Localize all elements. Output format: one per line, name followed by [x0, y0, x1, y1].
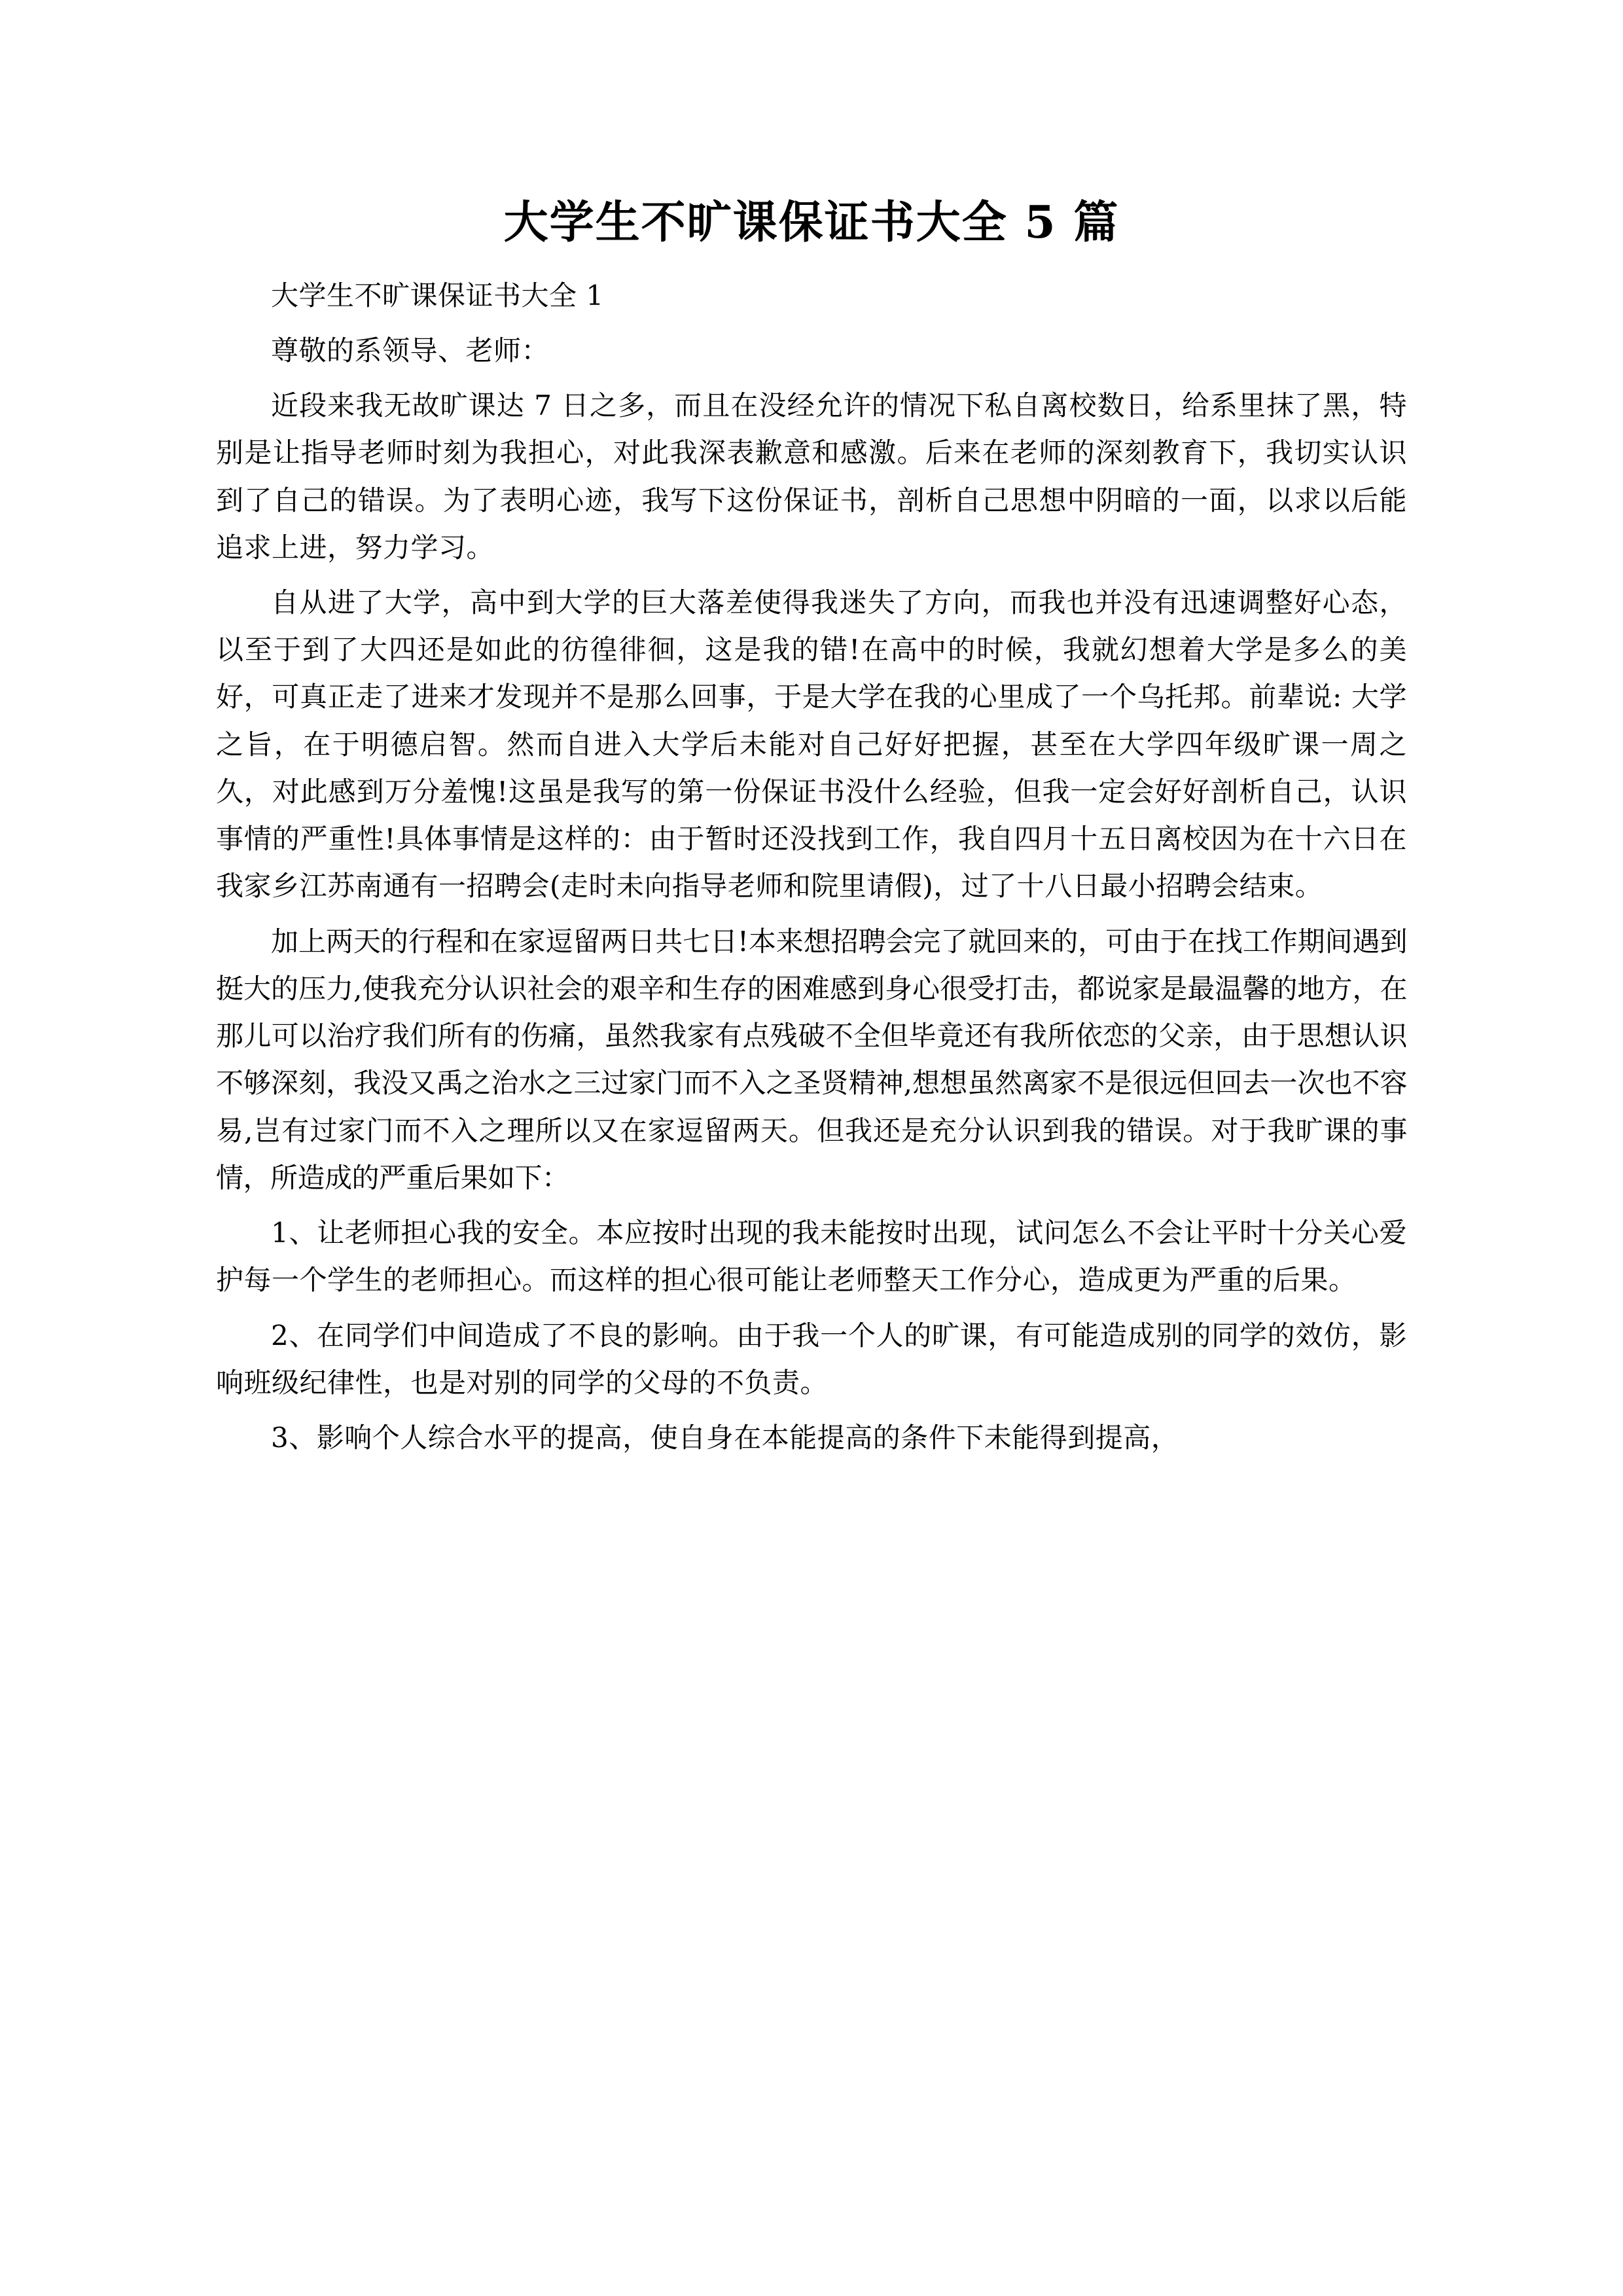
paragraph-body-4: 1、让老师担心我的安全。本应按时出现的我未能按时出现，试问怎么不会让平时十分关心爱护每一个学生的老师担心。而这样的担心很可能让老师整天工作分心，造成更为严重的后果。: [216, 1217, 1407, 1297]
paragraph-body-2: 自从进了大学，高中到大学的巨大落差使得我迷失了方向，而我也并没有迅速调整好心态，以至于到了大四还是如此的彷徨徘徊，这是我的错!在高中的时候，我就幻想着大学是多么的美好，可真正走了进来才发现并不是那么回事，于是大学在我的心里成了一个乌托邦。前辈说: 大学之旨，在于明德启智。然而自进入大学后未能对自己好好把握，甚至在大学四年级旷课一周之久，对此感到万分羞愧!这虽是我写的第一份保证书没什么经验，但我一定会好好剖析自己，认识事情的严重性!具体事情是这样的：由于暂时还没找到工作，我自四月十五日离校因为在十六日在我家乡江苏南通有一招聘会(走时未向指导老师和院里请假)，过了十八日最小招聘会结束。: [216, 586, 1407, 903]
paragraph-body-6: 3、影响个人综合水平的提高，使自身在本能提高的条件下未能得到提高，: [271, 1421, 1179, 1454]
page-title: 大学生不旷课保证书大全 5 篇: [503, 196, 1120, 249]
paragraph-heading-line: 大学生不旷课保证书大全 1: [271, 279, 604, 312]
paragraph-salutation: 尊敬的系领导、老师：: [271, 334, 550, 367]
paragraph-body-1: 近段来我无故旷课达 7 日之多，而且在没经允许的情况下私自离校数日，给系里抹了黑，特别是让指导老师时刻为我担心，对此我深表歉意和感激。后来在老师的深刻教育下，我切实认识到了自己的错误。为了表明心迹，我写下这份保证书，剖析自己思想中阴暗的一面，以求以后能追求上进，努力学习。: [216, 389, 1407, 564]
paragraph-body-5: 2、在同学们中间造成了不良的影响。由于我一个人的旷课，有可能造成别的同学的效仿，影响班级纪律性，也是对别的同学的父母的不负责。: [216, 1319, 1407, 1399]
paragraph-body-3: 加上两天的行程和在家逗留两日共七日!本来想招聘会完了就回来的，可由于在找工作期间遇到挺大的压力,使我充分认识社会的艰辛和生存的困难感到身心很受打击，都说家是最温馨的地方，在那儿可以治疗我们所有的伤痛，虽然我家有点残破不全但毕竟还有我所依恋的父亲，由于思想认识不够深刻，我没又禹之治水之三过家门而不入之圣贤精神,想想虽然离家不是很远但回去一次也不容易,岂有过家门而不入之理所以又在家逗留两天。但我还是充分认识到我的错误。对于我旷课的事情，所造成的严重后果如下：: [216, 925, 1407, 1194]
